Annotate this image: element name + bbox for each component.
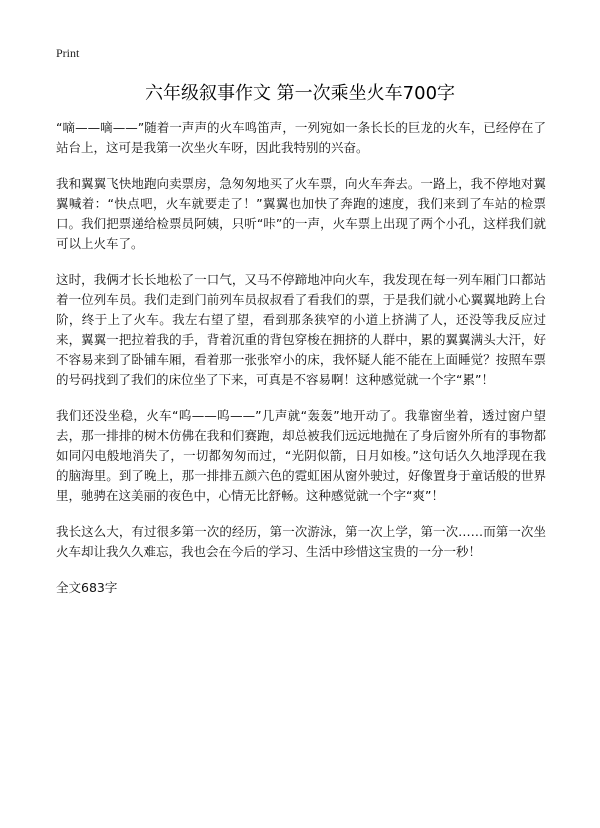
print-link[interactable]: Print [56,46,80,60]
article-body [56,118,546,598]
paragraph-5: 我长这么大，有过很多第一次的经历，第一次游泳，第一次上学，第一次……而第一次坐火车却让我久久难忘，我也会在今后的学习、生活中珍惜这宝贵的一分一秒！ [56,524,546,559]
word-count: 全文683字 [56,580,118,595]
paragraph-3: 这时，我俩才长长地松了一口气，又马不停蹄地冲向火车，我发现在每一列车厢门口都站着一位列车员。我们走到门前列车员叔叔看了看我们的票，于是我们就小心翼翼地跨上台阶，终于上了火车。我左右望了望，看到那条狭窄的小道上挤满了人，还没等我反应过来，翼翼一把拉着我的手，背着沉重的背包穿梭在拥挤的人群中，累的翼翼满头大汗，好不容易来到了卧铺车厢，看着那一张张窄小的床，我怀疑人能不能在上面睡觉？按照车票的号码找到了我们的床位坐了下来，可真是不容易啊！这种感觉就一个字“累”！ [56,272,546,387]
article-title: 六年级叙事作文 第一次乘坐火车700字 [144,83,456,104]
paragraph-4: 我们还没坐稳，火车“呜——呜——”几声就“轰轰”地开动了。我靠窗坐着，透过窗户望去，那一排排的树木仿佛在我和们赛跑，却总被我们远远地抛在了身后窗外所有的事物都如同闪电般地消失了，一切都匆匆而过，“光阴似箭，日月如梭。”这句话久久地浮现在我的脑海里。到了晚上，那一排排五颜六色的霓虹困从窗外驶过，好像置身于童话般的世界里，驰骋在这美丽的夜色中，心情无比舒畅。这种感觉就一个字“爽”！ [56,408,546,503]
paragraph-2: 我和翼翼飞快地跑向卖票房，急匆匆地买了火车票，向火车奔去。一路上，我不停地对翼翼喊着：“快点吧，火车就要走了！”翼翼也加快了奔跑的速度，我们来到了车站的检票口。我们把票递给检票员阿姨，只听“咔”的一声，火车票上出现了两个小孔，这样我们就可以上火车了。 [56,176,546,251]
paragraph-1: “嘀——嘀——”随着一声声的火车鸣笛声，一列宛如一条长长的巨龙的火车，已经停在了站台上，这可是我第一次坐火车呀，因此我特别的兴奋。 [56,120,546,155]
